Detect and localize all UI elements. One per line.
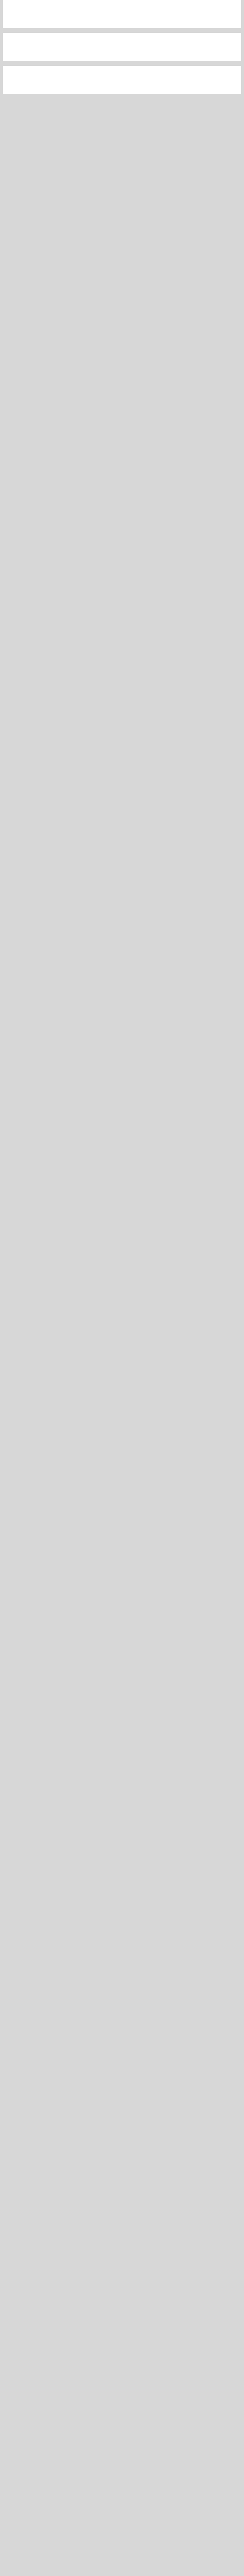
document-page (3, 33, 241, 66)
document (0, 0, 244, 99)
document-page (3, 0, 241, 33)
document-page (3, 66, 241, 99)
